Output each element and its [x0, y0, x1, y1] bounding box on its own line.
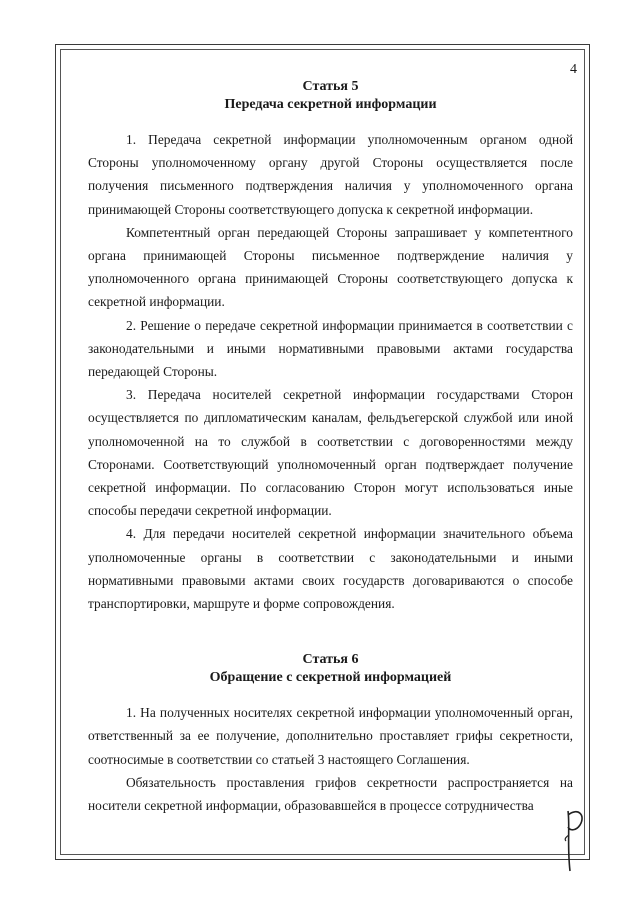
- article-6-paragraph: Обязательность проставления грифов секретности распространяется на носители секретной информации, образовавшейся в процессе сотрудничества: [88, 774, 573, 814]
- article-6-number: Статья 6: [302, 652, 359, 668]
- article-5-heading: [88, 78, 573, 114]
- article-5-paragraph: Компетентный орган передающей Стороны запрашивает у компетентного органа принимающей Стороны письменное подтверждение наличия у уполномоченного органа принимающей Стороны соответствующего допуска к секретной информации.: [88, 224, 573, 310]
- article-5-paragraph: 4. Для передачи носителей секретной информации значительного объема уполномоченные органы в соответствии с законодательными и иными нормативными правовыми актами своих государств договариваются о способе транспортировки, маршруте и форме сопровождения.: [88, 526, 573, 612]
- article-6-heading: [88, 651, 573, 687]
- article-5-paragraph: 3. Передача носителей секретной информации государствами Сторон осуществляется по дипломатическим каналам, фельдъегерской службой или иной уполномоченной на то службой в соответствии с договоренностями между Сторонами. Соответствующий уполномоченный орган подтверждает получение секретной информации. По согласованию Сторон могут использоваться иные способы передачи секретной информации.: [88, 387, 573, 519]
- article-6-title: Обращение с секретной информацией: [209, 670, 452, 686]
- page-number: 4: [570, 62, 577, 77]
- article-5-paragraph: 1. Передача секретной информации уполномоченным органом одной Стороны уполномоченному органу другой Стороны осуществляется после получения письменного подтверждения наличия у уполномоченного органа принимающей Стороны соответствующего допуска к секретной информации.: [88, 132, 573, 217]
- article-5-title: Передача секретной информации: [224, 97, 437, 112]
- article-5-number: Статья 5: [302, 79, 359, 94]
- article-6-paragraph: 1. На полученных носителях секретной информации уполномоченный орган, ответственный за ее получение, дополнительно проставляет грифы секретности, соотносимые в соответствии со статьей 3 настоящего Соглашения.: [88, 705, 573, 767]
- article-5-paragraph: 2. Решение о передаче секретной информации принимается в соответствии с законодательными и иными нормативными правовыми актами государства передающей Стороны.: [88, 317, 573, 380]
- handwritten-initials-signature: [560, 805, 588, 875]
- document-body: [88, 78, 573, 817]
